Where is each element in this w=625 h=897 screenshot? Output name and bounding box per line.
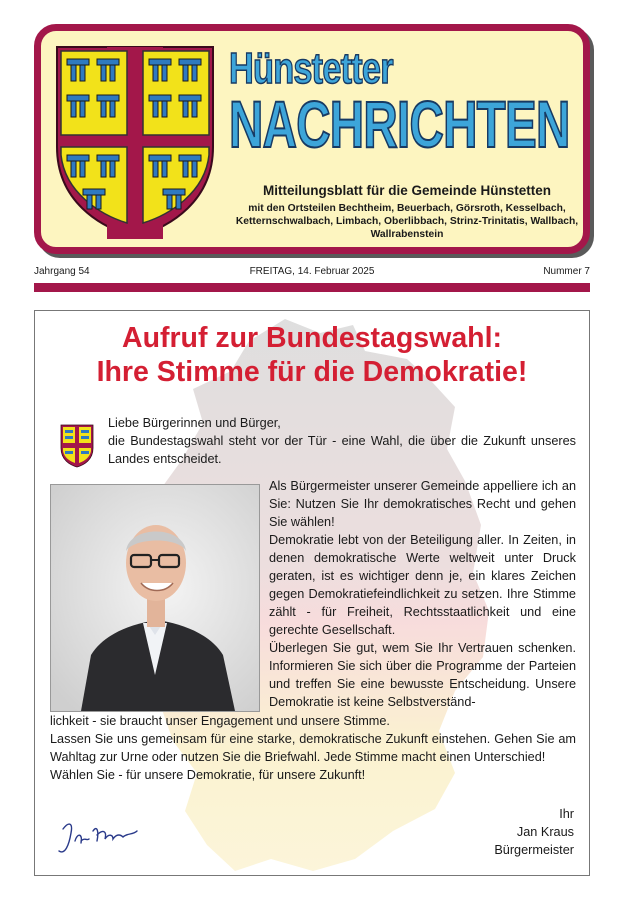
- issue-info-line: [34, 265, 590, 279]
- body-paragraph: Als Bürgermeister unserer Gemeinde appelliere ich an Sie: Nutzen Sie Ihr demokratisches Recht und gehen Sie wählen!: [269, 479, 576, 529]
- masthead-subtitle: Mitteilungsblatt für die Gemeinde Hünstetten: [262, 183, 551, 198]
- signature: [53, 811, 143, 861]
- article-body-side: [269, 477, 576, 711]
- coat-of-arms-icon: [51, 43, 219, 239]
- article-body-full: [50, 712, 576, 784]
- signature-block: [494, 805, 574, 859]
- headline-line1: Aufruf zur Bundestagswahl:: [121, 322, 502, 354]
- masthead-title-line1: Hünstetter: [229, 44, 393, 93]
- greeting-line: Liebe Bürgerinnen und Bürger,: [108, 416, 281, 430]
- closing: Ihr: [559, 807, 574, 821]
- issue-volume: Jahrgang 54: [34, 266, 90, 277]
- body-paragraph: Überlegen Sie gut, wem Sie Ihr Vertrauen schenken. Informieren Sie sich über die Programme der Parteien und treffen Sie eine bewusste Entscheidung. Unsere Demokratie ist keine Selbstverständ-: [269, 641, 576, 709]
- article-greeting: [108, 414, 576, 468]
- signer-title: Bürgermeister: [494, 843, 574, 857]
- coat-of-arms-icon: [60, 424, 94, 468]
- body-paragraph: Wählen Sie - für unsere Demokratie, für unsere Zukunft!: [50, 768, 366, 782]
- body-paragraph: Demokratie lebt von der Beteiligung aller. In Zeiten, in denen demokratische Werte weltweit unter Druck geraten, ist es wichtiger denn je, ein klares Zeichen gegen Demokratiefeindlichkeit zu setzen. Ihre Stimme zählt - für Freiheit, Rechtsstaatlichkeit und eine gerechte Gesellschaft.: [269, 533, 576, 637]
- masthead-title-line2: NACHRICHTEN: [229, 87, 570, 161]
- signer-name: Jan Kraus: [516, 825, 574, 839]
- body-paragraph: lichkeit - sie braucht unser Engagement und unsere Stimme.: [50, 714, 390, 728]
- article: [34, 310, 590, 876]
- issue-date: FREITAG, 14. Februar 2025: [249, 266, 375, 277]
- masthead-towns: mit den Ortsteilen Bechtheim, Beuerbach, Görsroth, Kesselbach, Ketternschwalbach, Limbach, Oberlibbach, Strinz-Trinitatis, Wallbach, Wallrabenstein: [235, 203, 579, 240]
- article-headline: [35, 321, 589, 389]
- intro-paragraph: die Bundestagswahl steht vor der Tür - eine Wahl, die über die Zukunft unseres Landes entscheidet.: [108, 434, 576, 466]
- body-paragraph: Lassen Sie uns gemeinsam für eine starke, demokratische Zukunft einstehen. Gehen Sie am Wahltag zur Urne oder nutzen Sie die Briefwahl. Jede Stimme macht einen Unterschied!: [50, 732, 576, 764]
- headline-line2: Ihre Stimme für die Demokratie!: [96, 356, 528, 388]
- issue-number: Nummer 7: [543, 266, 590, 277]
- masthead: [34, 24, 590, 254]
- mayor-portrait: [50, 484, 260, 712]
- masthead-divider: [34, 283, 590, 292]
